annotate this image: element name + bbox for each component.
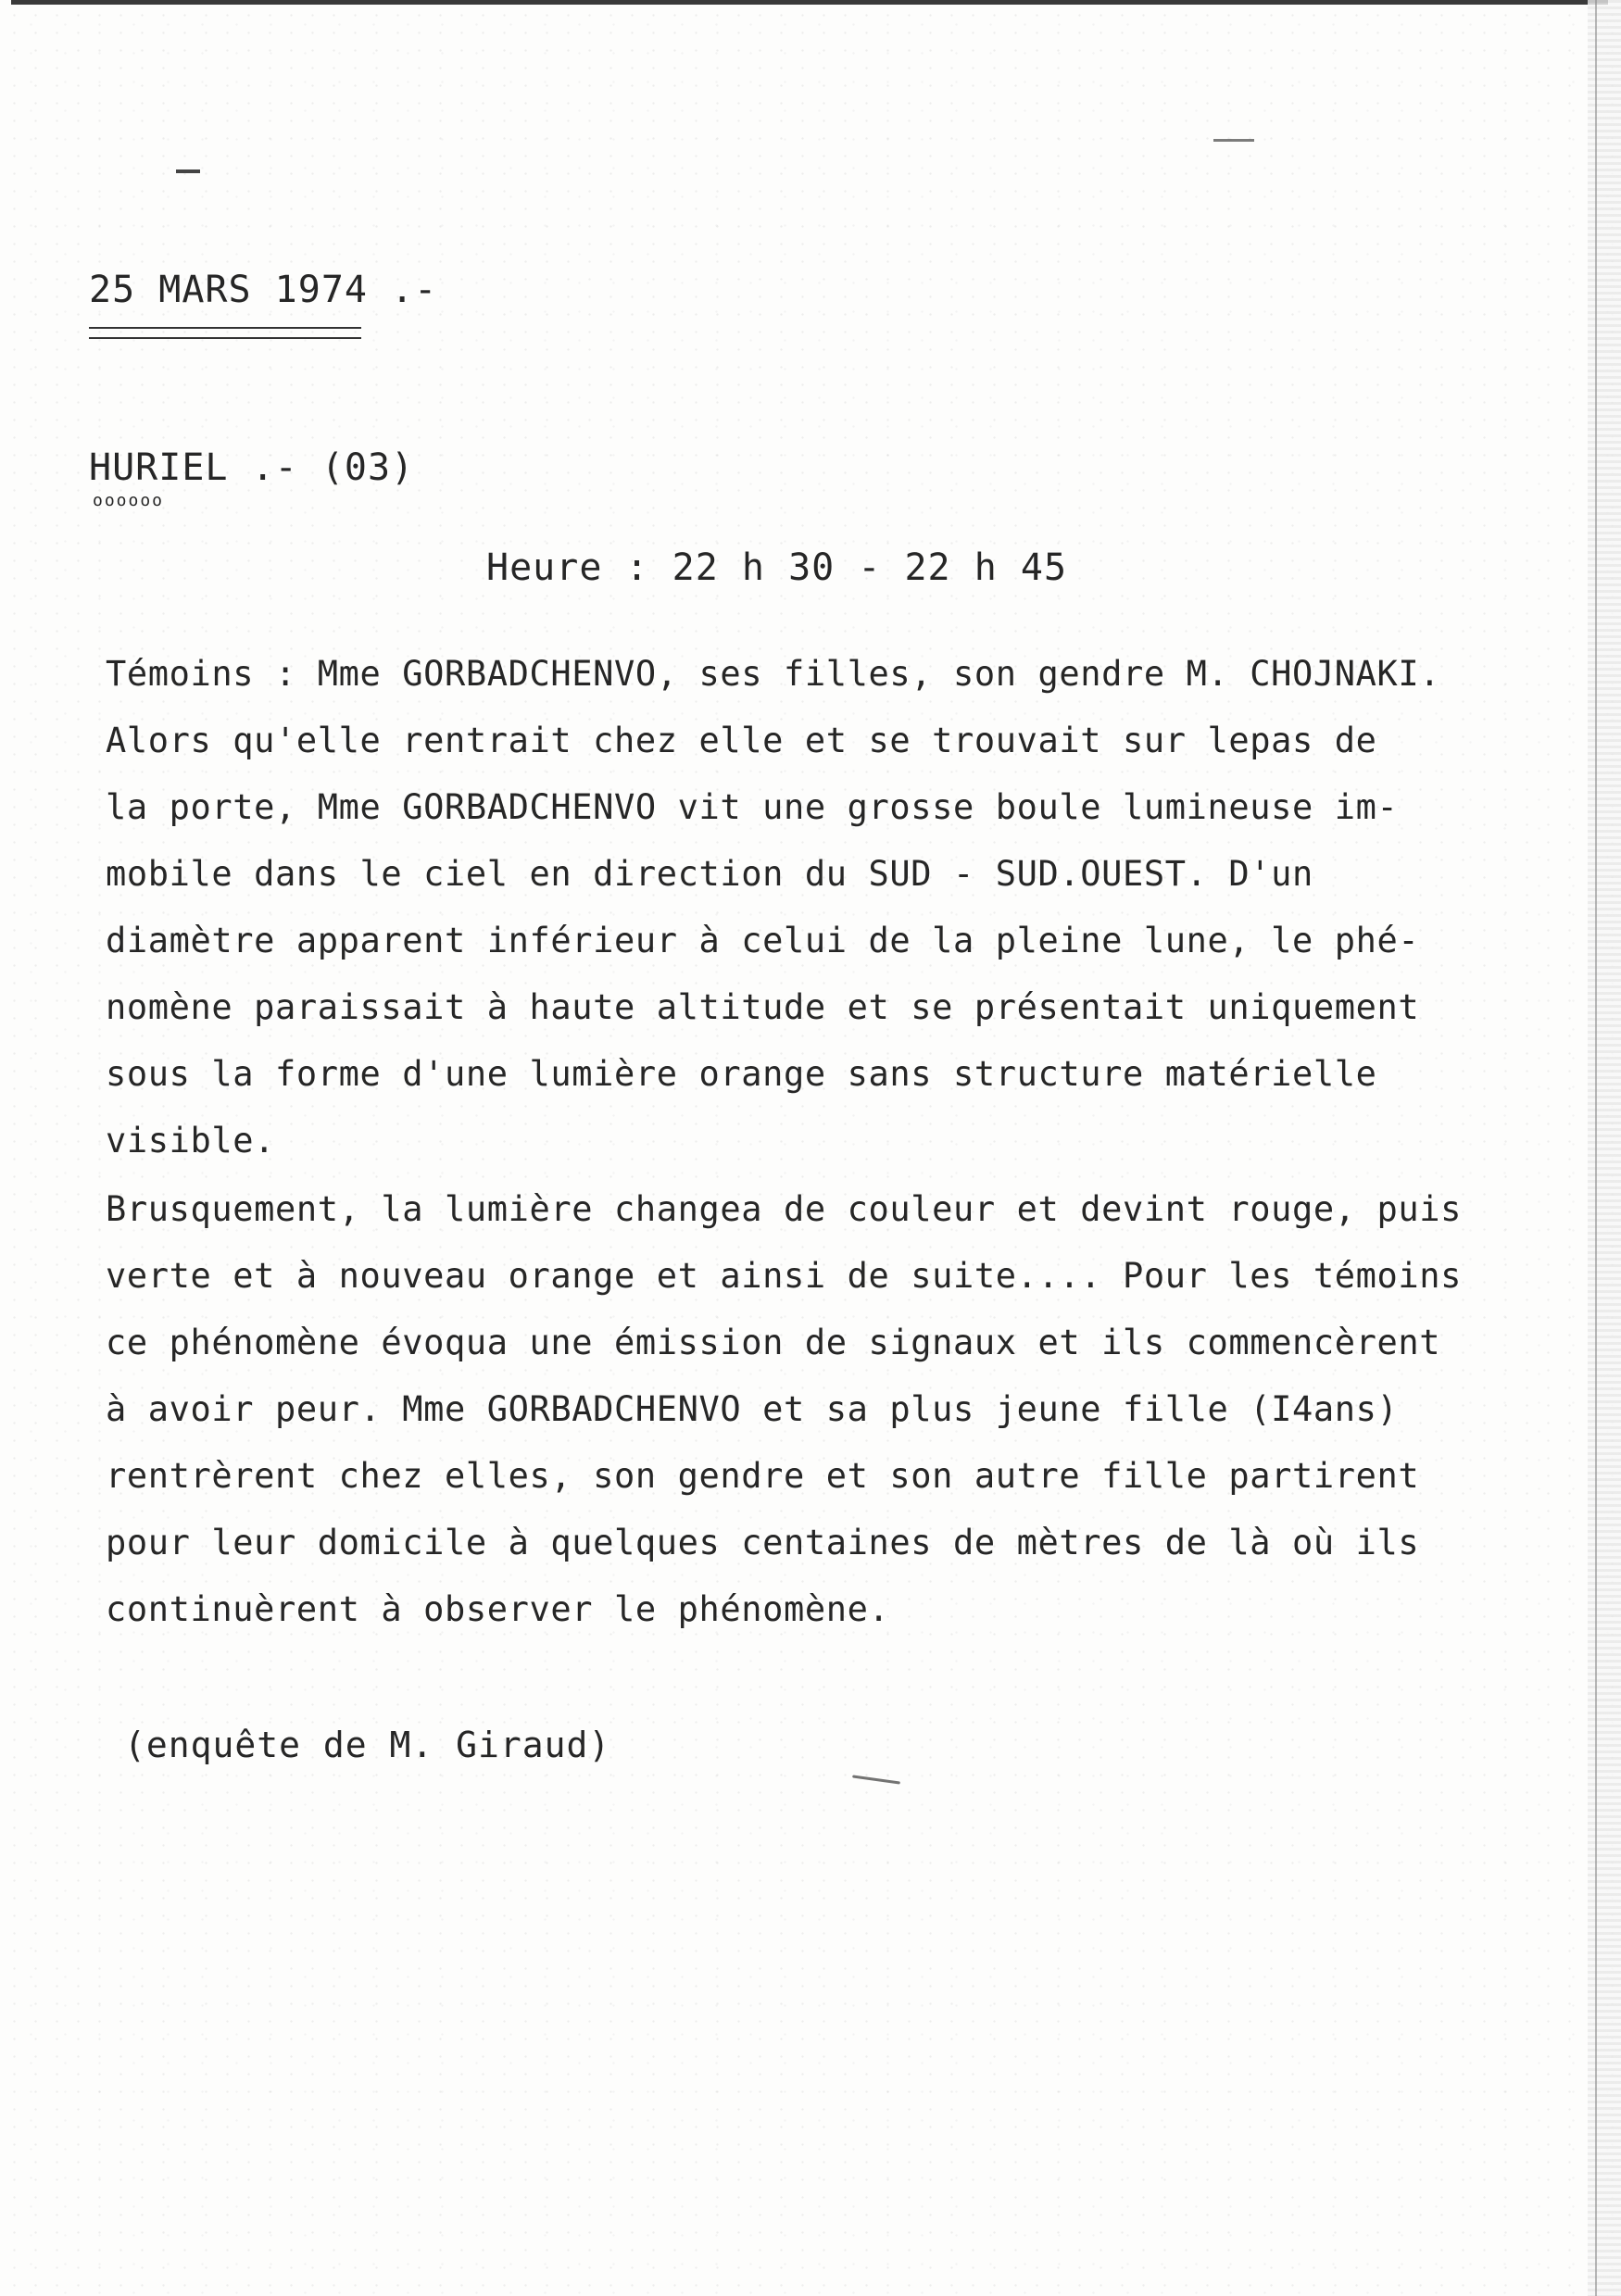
paragraph-line: à avoir peur. Mme GORBADCHENVO et sa plus jeune fille (I4ans) [106, 1389, 1399, 1429]
right-scan-edge [1588, 0, 1621, 2296]
paragraph-line: Témoins : Mme GORBADCHENVO, ses filles, son gendre M. CHOJNAKI. [106, 654, 1441, 694]
paragraph-line: ce phénomène évoqua une émission de signaux et ils commencèrent [106, 1323, 1441, 1362]
stray-mark-top-right [1213, 139, 1254, 142]
paragraph-line: Alors qu'elle rentrait chez elle et se trouvait sur lepas de [106, 721, 1377, 760]
paragraph-line: nomène paraissait à haute altitude et se présentait uniquement [106, 987, 1420, 1027]
paragraph-line: rentrèrent chez elles, son gendre et son autre fille partirent [106, 1456, 1420, 1496]
paragraph-line: sous la forme d'une lumière orange sans structure matérielle [106, 1054, 1377, 1094]
document-date: 25 MARS 1974 .- [89, 269, 438, 311]
paragraph-line: la porte, Mme GORBADCHENVO vit une grosse boule lumineuse im- [106, 787, 1399, 827]
time-range: Heure : 22 h 30 - 22 h 45 [486, 546, 1068, 589]
investigation-credit: (enquête de M. Giraud) [124, 1725, 611, 1765]
paragraph-line: Brusquement, la lumière changea de couleur et devint rouge, puis [106, 1189, 1463, 1229]
stray-mark-top-left [176, 169, 200, 173]
paragraph-line: pour leur domicile à quelques centaines de mètres de là où ils [106, 1523, 1420, 1562]
right-margin-line [1595, 0, 1597, 2296]
location-decoration: oooooo [93, 491, 165, 510]
paragraph-line: diamètre apparent inférieur à celui de la pleine lune, le phé- [106, 921, 1420, 960]
paragraph-line: continuèrent à observer le phénomène. [106, 1589, 890, 1629]
location-heading: HURIEL .- (03) [89, 446, 415, 489]
date-underline [89, 327, 361, 339]
paragraph-line: mobile dans le ciel en direction du SUD - SUD.OUEST. D'un [106, 854, 1313, 894]
paragraph-line: visible. [106, 1121, 276, 1161]
paragraph-line: verte et à nouveau orange et ainsi de suite.... Pour les témoins [106, 1256, 1463, 1296]
top-border-line [11, 0, 1608, 5]
